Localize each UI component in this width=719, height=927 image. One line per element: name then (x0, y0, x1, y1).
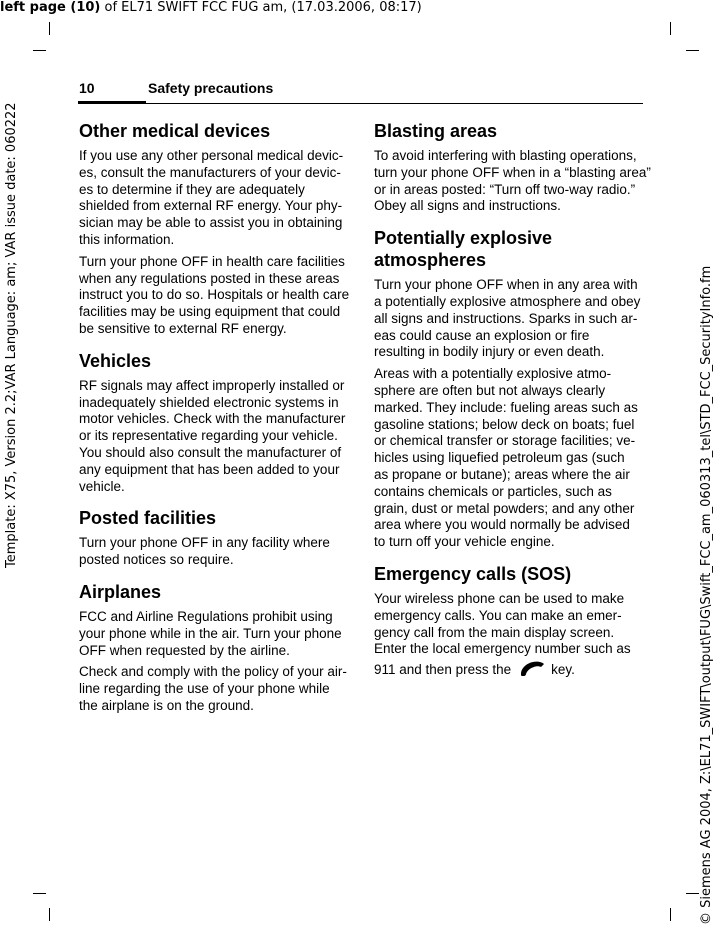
text-line: area where you would normally be advised (374, 517, 630, 533)
text-line: motor vehicles. Check with the manufacturer (79, 411, 346, 427)
print-slug (0, 0, 422, 16)
text-line: or in areas posted: “Turn off two-way radio.” (374, 181, 636, 197)
header-rule (146, 103, 643, 104)
text-line: grain, dust or metal powders; and any other (374, 500, 635, 516)
crop-mark (33, 50, 46, 51)
section-heading-airplanes: Airplanes (79, 581, 162, 602)
text-line: You should also consult the manufacturer of (79, 444, 342, 460)
text-line: resulting in bodily injury or even death. (374, 344, 605, 360)
text-line: Obey all signs and instructions. (374, 198, 561, 214)
text-line: or chemical transfer or storage facilities; ve- (374, 433, 636, 449)
text-line: gasoline stations; below deck on boats; fuel (374, 416, 635, 432)
print-slug-page: left page (10) (0, 0, 101, 15)
text-line: all signs and instructions. Sparks in such ar- (374, 310, 638, 326)
copyright-path-text: © Siemens AG 2004, Z:\EL71_SWIFT\output\FUG\Swift_FCC_am_060313_tel\STD_FCC_SecurityInfo.fm (699, 265, 714, 925)
copyright-path-vertical (699, 185, 715, 925)
text-line: RF signals may affect improperly installed or (79, 377, 345, 393)
section-heading-medical: Other medical devices (79, 121, 271, 141)
text-line: FCC and Airline Regulations prohibit using (79, 608, 333, 624)
text-line: the airplane is on the ground. (79, 697, 254, 713)
text-line: sphere are often but not always clearly (374, 382, 606, 398)
text-line: es to determine if they are adequately (79, 181, 305, 197)
paragraph (79, 253, 350, 338)
text-line: turn your phone OFF when in a “blasting area” (374, 164, 651, 180)
text-fragment: 911 and then press the (374, 662, 512, 678)
text-line: your phone while in the air. Turn your phone (79, 625, 342, 641)
text-line: a potentially explosive atmosphere and obey (374, 293, 641, 309)
text-line: Your wireless phone can be used to make (374, 590, 625, 606)
print-slug-info: of EL71 SWIFT FCC FUG am, (17.03.2006, 08:17) (100, 0, 422, 15)
section-heading-explosive (374, 227, 642, 271)
text-line (374, 658, 642, 679)
template-info-vertical (4, 28, 20, 568)
text-line: this information. (79, 231, 175, 247)
text-line: or its representative regarding your vehicle. (79, 428, 338, 444)
text-line: line regarding the use of your phone while (79, 681, 330, 697)
paragraph (79, 148, 347, 249)
text-line: gency call from the main display screen. (374, 624, 615, 640)
section-heading-vehicles: Vehicles (79, 350, 152, 371)
text-line: when any regulations posted in these areas (79, 270, 340, 286)
paragraph (79, 378, 347, 496)
crop-mark (33, 893, 46, 894)
text-line: emergency calls. You can make an emer- (374, 607, 622, 623)
text-line: Turn your phone OFF when in any area with (374, 277, 638, 293)
text-line: marked. They include: fueling areas such as (374, 399, 638, 415)
paragraph (374, 277, 642, 361)
text-line: Areas with a potentially explosive atmo- (374, 366, 612, 382)
right-column (374, 120, 651, 684)
text-line: posted notices so require. (79, 552, 234, 568)
text-line: to turn off your vehicle engine. (374, 534, 555, 550)
text-line: be sensitive to external RF energy. (79, 320, 287, 336)
text-line: OFF when requested by the airline. (79, 642, 290, 658)
paragraph (79, 535, 347, 569)
text-line: If you use any other personal medical devic- (79, 148, 344, 163)
text-line: To avoid interfering with blasting operations, (374, 148, 637, 163)
text-line: contains chemicals or particles, such as (374, 483, 612, 499)
text-line: hicles using liquefied petroleum gas (such (374, 450, 625, 466)
crop-mark (670, 908, 671, 921)
crop-mark (49, 22, 50, 35)
header-rule-thick (78, 101, 146, 104)
text-line: Check and comply with the policy of your air- (79, 664, 347, 680)
heading-line: atmospheres (374, 250, 487, 271)
text-line: Turn your phone OFF in any facility where (79, 535, 330, 551)
heading-line: Potentially explosive (374, 228, 553, 249)
crop-mark (686, 50, 699, 51)
call-key-icon (517, 658, 547, 678)
text-line: any equipment that has been added to your (79, 461, 340, 477)
text-line: eas could cause an explosion or fire (374, 327, 590, 343)
left-column (79, 120, 350, 720)
text-line: Turn your phone OFF in health care facilities (79, 253, 345, 269)
paragraph (79, 609, 347, 659)
text-line: facilities may be using equipment that could (79, 304, 341, 320)
text-line: es, consult the manufacturers of your devic- (79, 164, 341, 180)
text-line: sician may be able to assist you in obtaining (79, 215, 343, 231)
section-heading-blasting: Blasting areas (374, 121, 498, 141)
paragraph (374, 591, 642, 679)
text-fragment: key. (551, 662, 575, 678)
text-line: Enter the local emergency number such as (374, 641, 631, 657)
section-heading-posted: Posted facilities (79, 508, 217, 529)
crop-mark (49, 908, 50, 921)
paragraph (374, 366, 642, 551)
page-number: 10 (79, 80, 95, 96)
text-line: instruct you to do so. Hospitals or health care (79, 287, 350, 303)
crop-mark (670, 22, 671, 35)
paragraph (374, 148, 651, 215)
text-line: shielded from external RF energy. Your phy- (79, 198, 343, 214)
paragraph (79, 664, 347, 714)
text-line: as propane or butane); areas where the air (374, 466, 630, 482)
crop-mark (686, 893, 699, 894)
text-line: vehicle. (79, 478, 125, 494)
section-heading-emergency: Emergency calls (SOS) (374, 563, 572, 584)
template-info-text: Template: X75, Version 2.2;VAR Language: am; VAR issue date: 060222 (4, 102, 19, 568)
text-line: inadequately shielded electronic systems in (79, 394, 339, 410)
page-title: Safety precautions (148, 80, 274, 96)
